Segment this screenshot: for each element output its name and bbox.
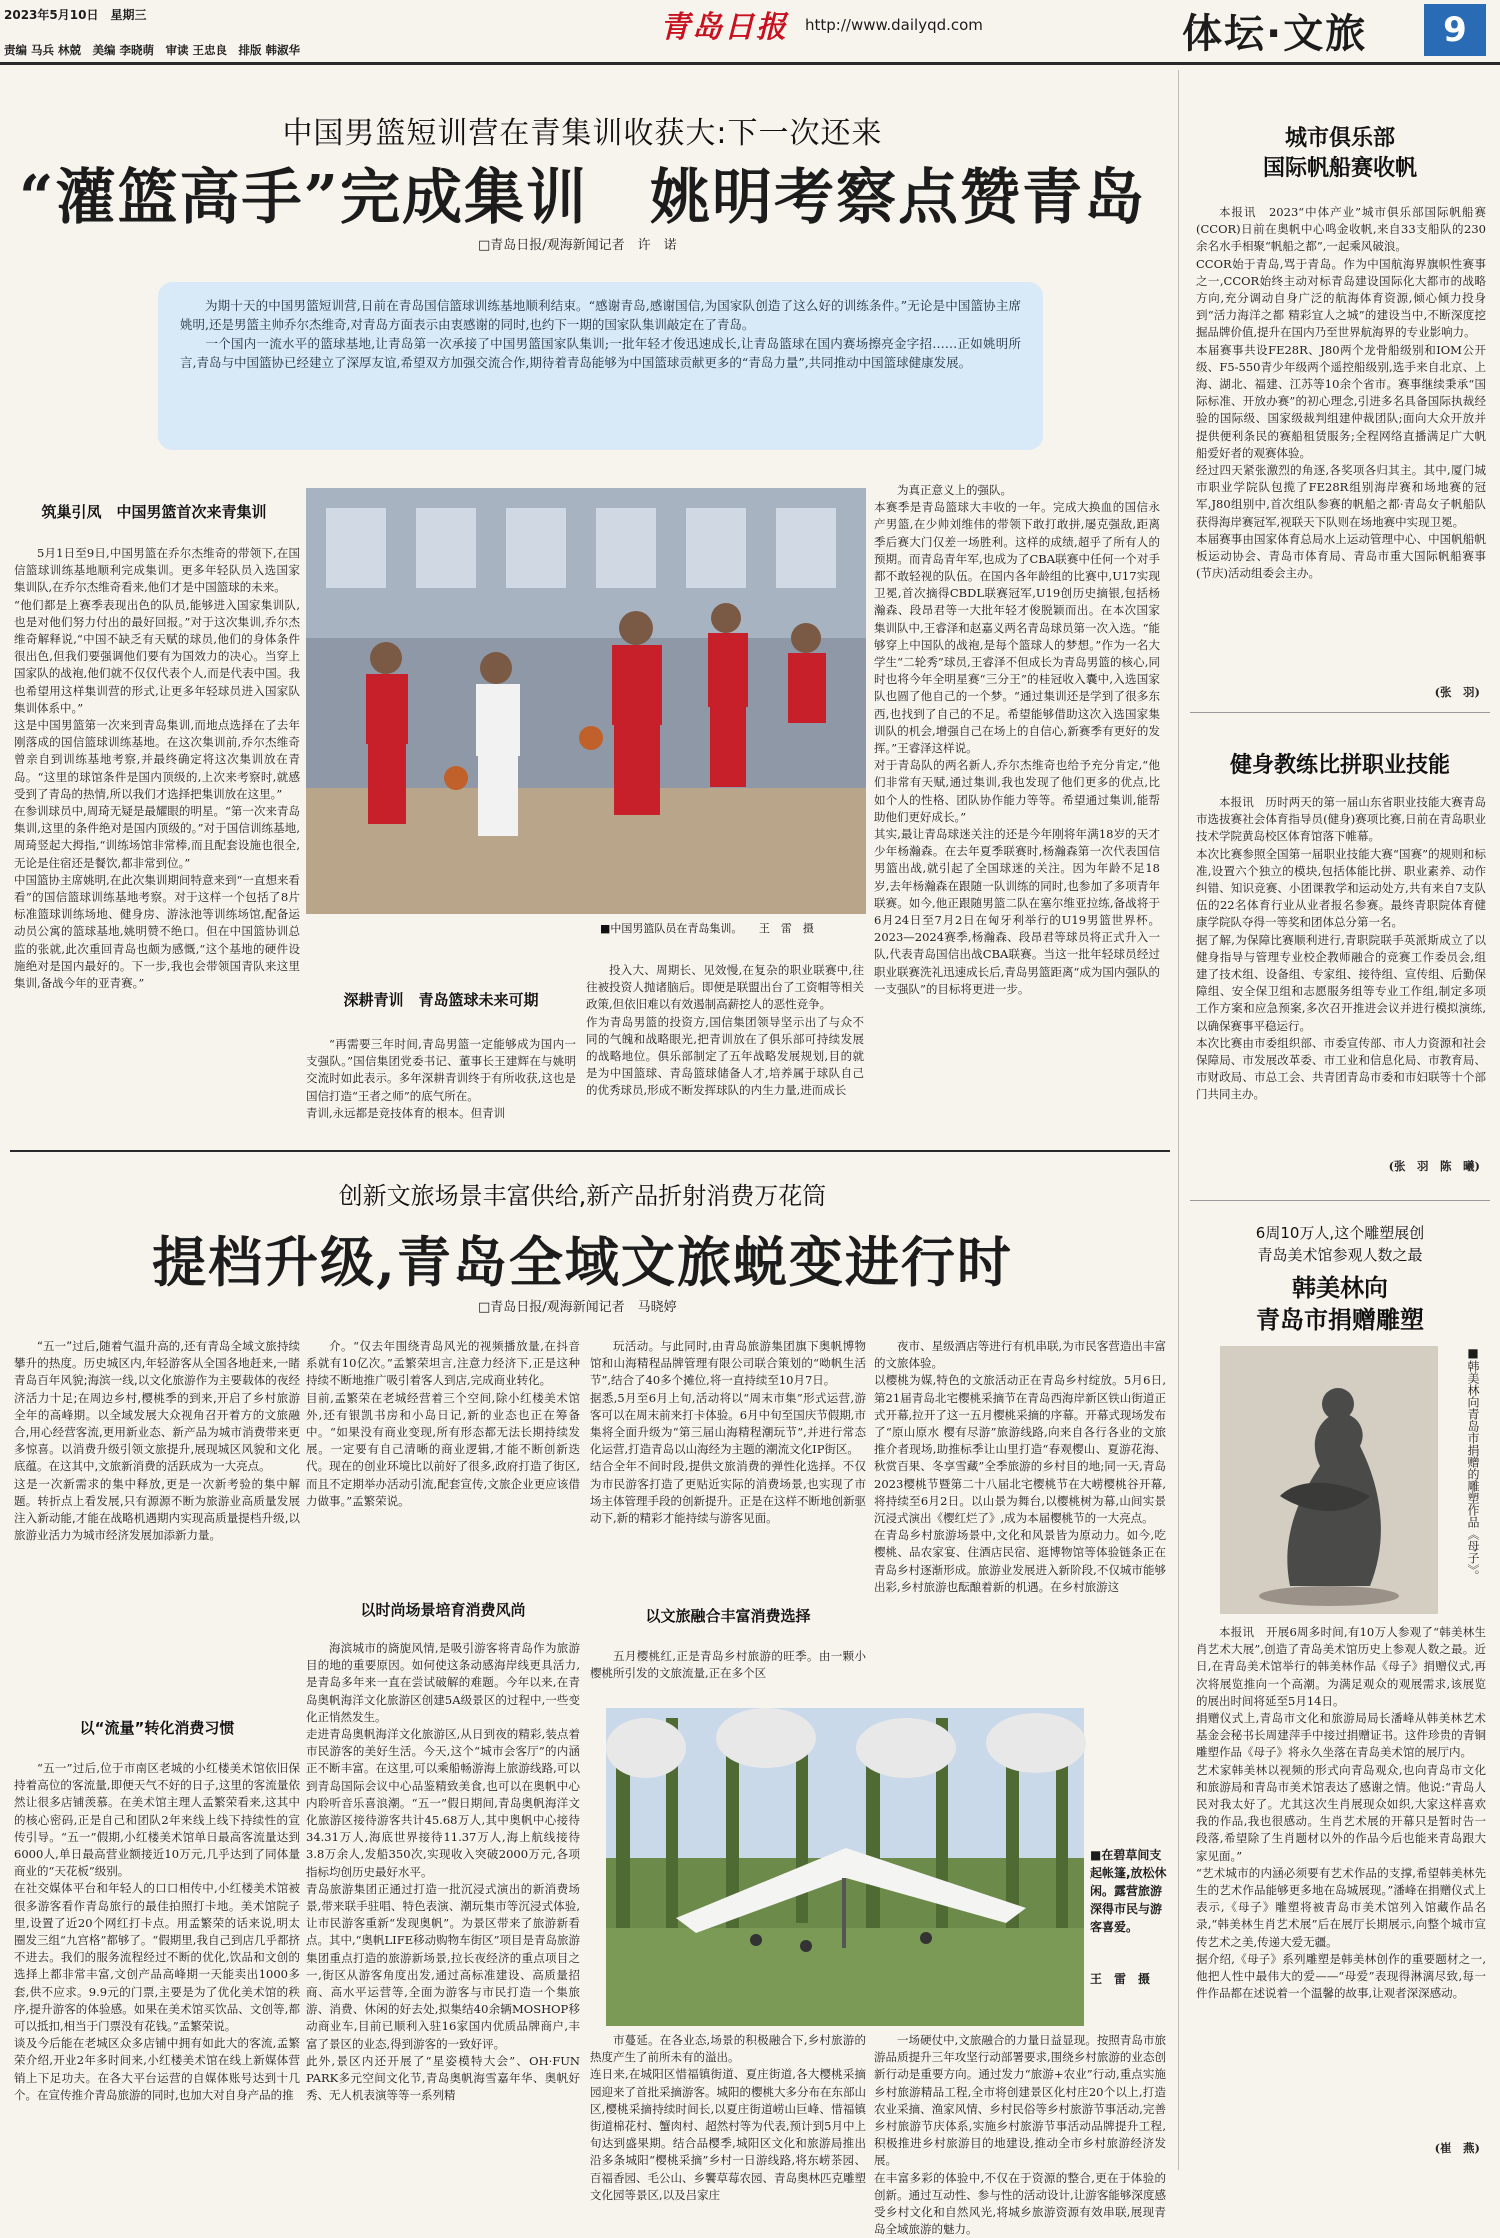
page-number: 9 (1424, 4, 1486, 56)
story2-sub-c: 以文旅融合丰富消费选择 (645, 1607, 811, 1625)
story1-col2-under (586, 962, 864, 1136)
story2-col1b (14, 1760, 300, 2170)
basketball-training-photo (306, 488, 866, 914)
story2-col2a-text: 介。“仅去年围绕青岛风光的视频播放量,在抖音系就有10亿次。”孟繁荣坦言,注意力经济下,正是这种持续不断地推广吸引着客人到店,完成商业转化。 目前,孟繁荣在老城经营着三个空间,除小红楼美术馆外,还有银凯书房和小岛日记,新的业态也正在筹备中。“如果没有商业变现,所有形态都无法长期持续发展。一定要有自己清晰的商业逻辑,才能不断创新迭代。现在的创业环境比以前好了很多,政府打造了街区,而且不定期举办活动引流,配套宣传,文旅企业更应该借力做事。”孟繁荣说。 (306, 1339, 580, 1508)
story2-col3b-text: 五月樱桃红,正是青岛乡村旅游的旺季。由一颗小樱桃所引发的文旅流量,正在多个区 (590, 1649, 866, 1681)
side3-photo (1220, 1346, 1438, 1614)
story2-col3a (590, 1338, 866, 1578)
right-column-divider (1178, 70, 1179, 2170)
story2-headline: 提档升级,青岛全域文旅蜕变进行时 (152, 1230, 1013, 1294)
story1-col4-text: 为真正意义上的强队。 本赛季是青岛篮球大丰收的一年。完成大换血的国信永产男篮,在少帅刘维伟的带领下敢打敢拼,屡克强敌,距离季后赛大门仅差一场胜利。这样的成绩,超乎了所有人的预期。而青岛青年军,也成为了CBA联赛中任何一个对手都不敢轻视的队伍。在国内各年龄组的比赛中,U17实现卫冕,首次摘得CBDL联赛冠军,U19创历史摘银,包括杨瀚森、段昂君等一大批年轻才俊脱颖而出。在本次国家集训队中,王睿泽和赵嘉义两名青岛球员第一次入选。“能够穿上中国队的战袍,是每个篮球人的梦想。”作为一名大学生“二轮秀”球员,王睿泽不但成长为青岛男篮的核心,同时也将今年全明星赛“三分王”的桂冠收入囊中,入选国家队也圆了他自己的一个梦。“通过集训还是学到了很多东西,也找到了自己的不足。希望能够借助这次入选国家集训队的机会,增强自己在场上的自信心,新赛季有更好的发挥。”王睿泽这样说。 对于青岛队的两名新人,乔尔杰维奇也给予充分肯定,“他们非常有天赋,通过集训,我也发现了他们更多的优点,比如个人的性格、团队协作能力等等。希望通过集训,能帮助他们更好成长。” 其实,最让青岛球迷关注的还是今年刚将年满18岁的天才少年杨瀚森。在去年夏季联赛时,杨瀚森第一次代表国信男篮出战,就引起了全国球迷的关注。因为年龄不足18岁,去年杨瀚森在跟随一队训练的同时,也参加了多项青年联赛。如今,他正跟随男篮二队在塞尔维亚拉练,备战将于6月24日至7月2日在匈牙利举行的U19男篮世界杯。2023—2024赛季,杨瀚森、段昂君等球员将正式升入一队,代表青岛国信出战CBA联赛。当这一批年轻球员经过职业联赛洗礼迅速成长后,青岛男篮距离“成为国内强队的一支强队”的目标将更进一步。 (874, 483, 1160, 996)
story1-sub1: 筑巢引凤 中国男篮首次来青集训 (41, 503, 267, 521)
story2-col3b (590, 1648, 866, 1688)
story-separator (10, 1150, 1170, 1152)
story1-kicker: 中国男篮短训营在青集训收获大:下一次还来 (282, 116, 883, 151)
story2-bottom2-text: 一场硬仗中,文旅融合的力量日益显现。按照青岛市旅游品质提升三年攻坚行动部署要求,围绕乡村旅游的业态创新行动是重要方向。通过发力“旅游+农业”行动,重点实施乡村旅游精品工程,全市将创建景区化村庄20个以上,打造农业采摘、渔家风情、乡村民俗等乡村旅游节事活动,完善乡村旅游节庆体系,实施乡村旅游节事活动品牌提升工程,积极推进乡村旅游目的地建设,推动全市乡村旅游经济发展。 在丰富多彩的体验中,不仅在于资源的整合,更在于体验的创新。通过互动性、参与性的活动设计,让游客能够深度感受乡村文化和自然风光,将城乡旅游资源有效串联,展现青岛全域旅游的魅力。 (874, 2033, 1166, 2237)
story1-photo-caption: ■中国男篮队员在青岛集训。 王 雷 摄 (600, 922, 814, 935)
story1-byline: □青岛日报/观海新闻记者 许 诺 (478, 238, 677, 253)
site-url[interactable]: http://www.dailyqd.com (805, 16, 983, 34)
camping-tent-photo (606, 1708, 1084, 2026)
story2-col1b-text: “五一”过后,位于市南区老城的小红楼美术馆依旧保持着高位的客流量,即便天气不好的日子,这里的客流量依然让很多店铺羡慕。在美术馆主理人孟繁荣看来,这其中的核心密码,正是自己和团队2年来线上线下持续性的宣传引导。“五一”假期,小红楼美术馆单日最高客流量达到6000人,单日最高营业额接近10万元,几乎达到了同体量商业的“天花板”级别。 在社交媒体平台和年轻人的口口相传中,小红楼美术馆被很多游客看作青岛旅行的最佳拍照打卡地。美术馆院子里,设置了近20个网红打卡点。用孟繁荣的话来说,明太圈发三组“九宫格”都够了。“假期里,我自己到店几乎都挤不进去。我们的服务流程经过不断的优化,饮品和文创的选择上都非常丰富,文创产品高峰期一天能卖出1000多套,供不应求。9.9元的门票,主要是为了优化美术馆的秩序,提升游客的体验感。如果在美术馆买饮品、文创等,都可以抵扣,相当于门票没有花钱。”孟繁荣说。 谈及今后能在老城区众多店铺中拥有如此大的客流,孟繁荣介绍,开业2年多时间来,小红楼美术馆在线上新媒体营销上下足功夫。在各大平台运营的自媒体账号达到十几个。在宣传推介青岛旅游的同时,也加大对自身产品的推 (14, 1761, 300, 2102)
side3-text: 本报讯 开展6周多时间,有10万人参观了“韩美林生肖艺术大展”,创造了青岛美术馆历史上参观人数之最。近日,在青岛美术馆举行的韩美林作品《母子》捐赠仪式,再次将展览推向一个高潮。为满足观众的观展需求,该展览的展出时间将延至5月14日。 捐赠仪式上,青岛市文化和旅游局局长潘峰从韩美林艺术基金会秘书长周建萍手中接过捐赠证书。这件珍贵的青铜雕塑作品《母子》将永久坐落在青岛美术馆的展厅内。 艺术家韩美林以视频的形式向青岛观众,也向青岛市文化和旅游局和青岛市美术馆表达了感谢之情。他说:“青岛人民对我太好了。尤其这次生肖展现众如织,大家这样喜欢我的作品,我也很感动。生肖艺术展的开幕只是暂时告一段落,希望除了生肖题材以外的作品今后也能来青岛跟大家见面。” “艺术城市的内涵必须要有艺术作品的支撑,希望韩美林先生的艺术作品能够更多地在岛城展现。”潘峰在捐赠仪式上表示,《母子》雕塑将被青岛市美术馆列入馆藏作品名录,“韩美林生肖艺术展”后在展厅长期展示,向整个城市宣传艺术之美,传递大爱无疆。 据介绍,《母子》系列雕塑是韩美林创作的重要题材之一,他把人性中最伟大的爱——“母爱”表现得淋漓尽致,每一件作品都在述说着一个温馨的故事,让观者深深感动。 (1196, 1625, 1486, 2001)
story2-intro (14, 1338, 300, 1718)
story1-headline: “灌篮高手”完成集训 姚明考察点赞青岛 (18, 163, 1147, 233)
story2-photo (606, 1708, 1084, 2026)
story2-col2a (306, 1338, 580, 1600)
side1-text: 本报讯 2023“中体产业”城市俱乐部国际帆船赛(CCOR)日前在奥帆中心鸣金收帆,来自33支船队的230余名水手相聚“帆船之都”,一起乘风破浪。 CCOR始于青岛,骂于青岛。作为中国航海界旗帜性赛事之一,CCOR始终主动对标青岛建设国际化大都市的战略方向,充分调动自身广泛的航海体育资源,倾心倾力投身到“活力海洋之都 精彩宜人之城”的建设当中,不断深度挖掘品牌价值,提升在国内乃至世界航海界的专业影响力。 本届赛事共设FE28R、J80两个龙骨船级别和IOM公开级、F5-550青少年级两个遥控船级别,选手来自北京、上海、湖北、福建、江苏等10余个省市。赛事继续秉承“国际标准、开放办赛”的初心理念,引进多名具备国际执裁经验的国际级、国家级裁判组建仲裁团队;面向大众开放并提供便利条民的赛船租赁服务;全程网络直播满足广大帆船爱好者的观赛体验。 经过四天紧张激烈的角逐,各奖项各归其主。其中,厦门城市职业学院队包揽了FE28R组别海岸赛和场地赛的冠军,J80组别中,首次组队参赛的帆船之都·青岛女子帆船队获得海岸赛冠军,视联天下队则在场地赛中实现卫冕。 本届赛事由国家体育总局水上运动管理中心、中国帆船帆板运动协会、青岛市体育局、青岛市重大国际帆船赛事(节庆)活动组委会主办。 (1196, 205, 1486, 581)
story2-intro-text: “五一”过后,随着气温升高的,还有青岛全域文旅持续攀升的热度。历史城区内,年轻游客从全国各地赶来,一睹青岛百年风貌;海滨一线,以文化旅游作为主要载体的夜经济活力十足;在周边乡村,樱桃季的到来,开启了乡村旅游全年的高峰期。以全域发展大众视角召开着方的文旅融合,用心经营客流,更用新业态、新产品为城市消费带来更多惊喜。以消费升级引领文旅提升,展现城区风貌和文化底蕴。在这其中,文旅新消费的活跃成为一大亮点。 这是一次新需求的集中释放,更是一次新考验的集中解题。转折点上看发展,只有源源不断为旅游业高质量发展注入新动能,才能在战略机遇期内实现高质量提档升级,以旅游业活力为城市经济发展加添新力量。 (14, 1339, 300, 1543)
side-rule-2 (1190, 1200, 1490, 1201)
story2-col4a (874, 1338, 1166, 1698)
side3-body (1196, 1624, 1486, 2136)
side3-kicker: 6周10万人,这个雕塑展创 青岛美术馆参观人数之最 (1255, 1224, 1425, 1264)
story1-lead-box (158, 282, 1043, 450)
side-rule-1 (1190, 712, 1490, 713)
story2-kicker: 创新文旅场景丰富供给,新产品折射消费万花筒 (338, 1182, 827, 1210)
side1-sign: (张 羽) (1434, 685, 1480, 699)
masthead (0, 0, 1500, 62)
side1-title: 城市俱乐部 国际帆船赛收帆 (1262, 126, 1417, 181)
side2-body (1196, 794, 1486, 1160)
story2-photo-credit: 王 雷 摄 (1090, 1972, 1151, 1986)
story1-lead: 为期十天的中国男篮短训营,日前在青岛国信篮球训练基地顺利结束。“感谢青岛,感谢国信,为国家队创造了这么好的训练条件。”无论是中国篮协主席姚明,还是男篮主帅乔尔杰维奇,对青岛方面表示由衷感谢的同时,也约下一期的国家队集训敲定在了青岛。 一个国内一流水平的篮球基地,让青岛第一次承接了中国男篮国家队集训;一批年轻才俊迅速成长,让青岛篮球在国内赛场擦亮金字招……正如姚明所言,青岛与中国篮协已经建立了深厚友谊,希望双方加强交流合作,期待着青岛能够为中国篮球贡献更多的“青岛力量”,共同推动中国篮球健康发展。 (180, 298, 1021, 370)
side3-sign: (崔 燕) (1434, 2141, 1480, 2155)
story1-photo (306, 488, 866, 914)
story1-col3-text: “再需要三年时间,青岛男篮一定能够成为国内一支强队。”国信集团党委书记、董事长王建辉在与姚明交流时如此表示。多年深耕青训终于有所收获,这也是国信打造“王者之师”的底气所在。 青训,永远都是竞技体育的根本。但青训 (306, 1037, 576, 1120)
story2-photo-caption: ■在碧草间支起帐篷,放松休闲。露营旅游深得市民与游客喜爱。 (1090, 1848, 1167, 1934)
story1-col4 (874, 482, 1160, 1136)
side2-sign: (张 羽 陈 曦) (1388, 1159, 1480, 1173)
side1-body (1196, 204, 1486, 682)
story2-bottom1-text: 市蔓延。在各业态,场景的积极融合下,乡村旅游的热度产生了前所未有的溢出。 连日来,在城阳区惜福镇街道、夏庄街道,各大樱桃采摘园迎来了首批采摘游客。城阳的樱桃大多分布在东部山区,樱桃采摘持续时间长,以夏庄街道崂山巨峰、惜福镇街道棉花村、蟹肉村、超然村等为代表,预计到5月中上旬达到盛果期。结合品樱季,城阳区文化和旅游局推出沿多条城阳“樱桃采摘”乡村一日游线路,将东崂茶园、百福香园、毛公山、乡饗草莓农园、青岛奥林匹克雕塑文化园等景区,以及吕家庄 (590, 2033, 866, 2202)
story2-col2b-text: 海滨城市的旖旎风情,是吸引游客将青岛作为旅游目的地的重要原因。如何使这条动感海岸线更具活力,是青岛多年来一直在尝试破解的难题。今年以来,在青岛奥帆海洋文化旅游区创建5A级景区的过程中,一些变化正悄然发生。 走进青岛奥帆海洋文化旅游区,从日到夜的精彩,装点着市民游客的美好生活。今天,这个“城市会客厅”的内涵正不断丰富。在这里,可以乘船畅游海上旅游线路,可以到青岛国际会议中心品鉴精致美食,也可以在奥帆中心内聆听音乐喜浪潮。“五一”假日期间,青岛奥帆海洋文化旅游区接待游客共计45.68万人,其中奥帆中心接待34.31万人,海底世界接待11.37万人,海上航线接待3.8万余人,发船350次,实现收入突破2000万元,各项指标均创历史最好水平。 青岛旅游集团正通过打造一批沉浸式演出的新消费场景,带来联手驻唱、特色表演、潮玩集市等沉浸式体验,让市民游客重新“发现奥帆”。为景区带来了旅游新看点。其中,“奥帆LIFE移动购物车街区”项目是青岛旅游集团重点打造的旅游新场景,拉长夜经济的重点项目之一,街区从游客角度出发,通过高标准建设、高质量招商、高水平运营等,全面为游客与市民打造一个集旅游、消费、休闲的好去处,拟集结40余辆MOSHOP移动商业车,目前已顺利入驻16家国内优质品牌商户,丰富了景区的业态,得到游客的一致好评。 此外,景区内还开展了“星姿模特大会”、OH·FUN PARK多元空间文化节,青岛奥帆海雪嘉年华、奥帆好秀、无人机表演等等一系列精 (306, 1641, 580, 2103)
story1-col1-text: 5月1日至9日,中国男篮在乔尔杰维奇的带领下,在国信篮球训练基地顺利完成集训。更多年轻队员入选国家集训队,在乔尔杰维奇看来,他们才是中国篮球的未来。 “他们都是上赛季表现出色的队员,能够进入国家集训队,也是对他们努力付出的最好回报。”对于这次集训,乔尔杰维奇解释说,“中国不缺乏有天赋的球员,他们的身体条件很出色,但我们要强调他们要有为国效力的决心。当穿上国家队的战袍,他们就不仅仅代表个人,而是代表中国。我也希望用这样集训营的形式,让更多年轻球员进入国家队集训体系中。” 这是中国男篮第一次来到青岛集训,而地点选择在了去年刚落成的国信篮球训练基地。在这次集训前,乔尔杰维奇曾亲自到训练基地考察,并最终确定将这次集训放在青岛。“这里的球馆条件是国内顶级的,上次来考察时,就感受到了青岛的热情,所以我们才选择把集训放在这里。” 在参训球员中,周琦无疑是最耀眼的明星。“第一次来青岛集训,这里的条件绝对是国内顶级的。”对于国信训练基地,周琦竖起大拇指,“训练场馆非常棒,而且配套设施也很全,无论是住宿还是餐饮,都非常到位。” 中国篮协主席姚明,在此次集训期间特意来到“一直想来看看”的国信篮球训练基地考察。对于这样一个包括了8片标准篮球训练场地、健身房、游泳池等训练场馆,配备运动员公寓的篮球基地,姚明赞不绝口。但在中国篮协训总监的张就,此次重回青岛也颇为感慨,“这个基地的硬件设施绝对是国内最好的。下一步,我也会带领国青队来这里集训,备战今年的亚青赛。” (14, 546, 300, 991)
story2-bottom2 (874, 2032, 1166, 2237)
story1-col3-under (306, 1036, 576, 1136)
side2-text: 本报讯 历时两天的第一届山东省职业技能大赛青岛市选拔赛社会体育指导员(健身)赛项比赛,日前在青岛职业技术学院黄岛校区体育馆落下帷幕。 本次比赛参照全国第一届职业技能大赛“国赛”的规则和标准,设置六个独立的模块,包括体能比拼、职业素养、动作纠错、知识竞赛、小团课教学和运动处方,共有来自7支队伍的22名体育行业从业者报名参赛。最终青职院体育健康学院队夺得一等奖和团体总分第一名。 据了解,为保障比赛顺利进行,青职院联手英派斯成立了以健身指导与管理专业校企教师融合的竞赛工作委员会,组建了技术组、设备组、专家组、接待组、宣传组、后勤保障组、安全保卫组和志愿服务组等专业工作组,制定多项工作方案和应急预案,多次召开推进会议并进行模拟演练,以确保赛事平稳运行。 本次比赛由市委组织部、市委宣传部、市人力资源和社会保障局、市发展改革委、市工业和信息化局、市教育局、市财政局、市总工会、共青团青岛市委和市妇联等十个部门共同主办。 (1196, 795, 1486, 1102)
editors-line: 责编 马兵 林兢 美编 李晓萌 审读 王忠良 排版 韩淑华 (4, 43, 301, 57)
story1-sub2: 深耕青训 青岛篮球未来可期 (343, 991, 539, 1009)
section-title: 体坛·文旅 (1182, 11, 1368, 57)
issue-date: 2023年5月10日 星期三 (4, 8, 147, 22)
masthead-rule (0, 62, 1500, 65)
story2-col4a-text: 夜市、星级酒店等进行有机串联,为市民客营造出丰富的文旅体验。 以樱桃为媒,特色的文旅活动正在青岛乡村绽放。5月6日,第21届青岛北宅樱桃采摘节在青岛西海岸新区铁山街道正式开幕,拉开了这一五月樱桃采摘的序幕。开幕式现场发布了“原山原水 樱有尽游”旅游线路,向来自各行各业的文旅推介者现场,助推标季让山里打造“春观樱山、夏游花海、秋赏百果、冬享雪藏”全季旅游的乡村目的地;同一天,青岛2023樱桃节暨第二十八届北宅樱桃节在大崂樱桃谷开幕,将持续至6月2日。以山景为舞台,以樱桃树为幕,山间实景沉浸式演出《樱红烂了》,成为本届樱桃节的一大亮点。 在青岛乡村旅游场景中,文化和风景皆为原动力。如今,吃樱桃、品农家宴、住酒店民宿、逛博物馆等体验链条正在青岛乡村逐渐形成。旅游业发展进入新阶段,不仅城市能够出彩,乡村旅游也酝酿着新的机遇。在乡村旅游这 (874, 1339, 1166, 1594)
newspaper-logo: 青岛日报 (660, 10, 788, 45)
story2-bottom1 (590, 2032, 866, 2202)
side2-title: 健身教练比拼职业技能 (1229, 753, 1450, 778)
story1-col2-text: 投入大、周期长、见效慢,在复杂的职业联赛中,往往被投资人抛诸脑后。即便是联盟出台了工资帽等相关政策,但依旧难以有效遏制高薪挖人的恶性竞争。 作为青岛男篮的投资方,国信集团领导坚示出了与众不同的气魄和战略眼光,把青训放在了俱乐部可持续发展的战略地位。俱乐部制定了五年战略发展规划,目的就是为中国篮球、青岛篮球储备人才,培养属于球队自己的优秀球员,形成不断发挥球队的内生力量,进而成长 (586, 963, 864, 1098)
mother-child-sculpture-image (1220, 1346, 1438, 1614)
story2-sub-a: 以“流量”转化消费习惯 (79, 1719, 235, 1737)
side3-photo-caption: ■韩美林向青岛市捐赠的雕塑作品《母子》。 (1466, 1346, 1480, 1582)
side3-title: 韩美林向 青岛市捐赠雕塑 (1256, 1274, 1424, 1334)
story1-col1 (14, 545, 300, 1135)
story2-col2b (306, 1640, 580, 2170)
story2-byline: □青岛日报/观海新闻记者 马晓婷 (478, 1300, 677, 1315)
story2-col3a-text: 玩活动。与此同时,由青岛旅游集团旗下奥帆博物馆和山海精程品牌管理有限公司联合策划的“呦帆生活节”,结合了40多个摊位,将一直持续至10月7日。 据悉,5月至6月上旬,活动将以“周末市集”形式运营,游客可以在周末前来打卡体验。6月中旬至国庆节假期,市集将全面升级为“第三届山海精程潮玩节”,并进行常态化运营,打造青岛以山海经为主题的潮流文化IP街区。 结合全年不间时段,提供文旅消费的弹性化选择。不仅为市民游客打造了更贴近实际的消费场景,也实现了市场主体管理手段的创新提升。正是在这样不断地创新驱动下,新的精彩才能持续与游客见面。 (590, 1339, 866, 1526)
story2-sub-b: 以时尚场景培育消费风尚 (360, 1601, 526, 1619)
